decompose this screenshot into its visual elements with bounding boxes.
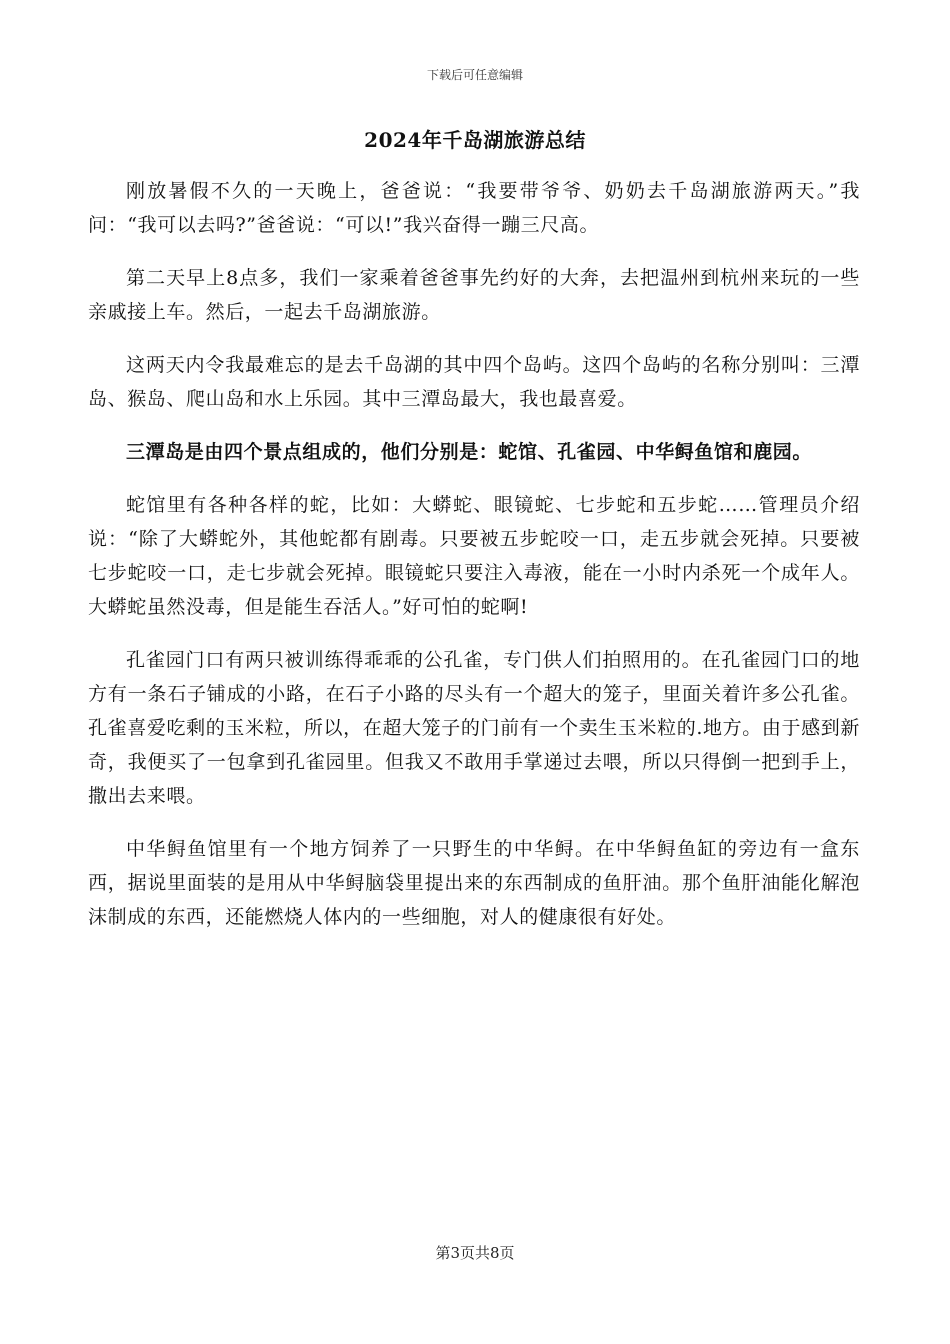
paragraph-snake-hall: 蛇馆里有各种各样的蛇，比如：大蟒蛇、眼镜蛇、七步蛇和五步蛇……管理员介绍说：“除了大蟒蛇外，其他蛇都有剧毒。只要被五步蛇咬一口，走五步就会死掉。只要被七步蛇咬一口，走七步就会死掉。眼镜蛇只要注入毒液，能在一小时内杀死一个成年人。大蟒蛇虽然没毒，但是能生吞活人。”好可怕的蛇啊! [88, 494, 860, 618]
document-body [88, 174, 860, 953]
page-number: 第3页共8页 [435, 1244, 515, 1262]
paragraph-islands: 这两天内令我最难忘的是去千岛湖的其中四个岛屿。这四个岛屿的名称分别叫：三潭岛、猴岛、爬山岛和水上乐园。其中三潭岛最大，我也最喜爱。 [88, 354, 860, 410]
paragraph-peacock-garden: 孔雀园门口有两只被训练得乖乖的公孔雀，专门供人们拍照用的。在孔雀园门口的地方有一条石子铺成的小路，在石子小路的尽头有一个超大的笼子，里面关着许多公孔雀。孔雀喜爱吃剩的玉米粒，所以，在超大笼子的门前有一个卖生玉米粒的.地方。由于感到新奇，我便买了一包拿到孔雀园里。但我又不敢用手掌递过去喂，所以只得倒一把到手上，撒出去来喂。 [88, 649, 860, 807]
paragraph-departure: 第二天早上8点多，我们一家乘着爸爸事先约好的大奔，去把温州到杭州来玩的一些亲戚接上车。然后，一起去千岛湖旅游。 [88, 267, 860, 323]
paragraph-sturgeon-hall: 中华鲟鱼馆里有一个地方饲养了一只野生的中华鲟。在中华鲟鱼缸的旁边有一盒东西，据说里面装的是用从中华鲟脑袋里提出来的东西制成的鱼肝油。那个鱼肝油能化解泡沫制成的东西，还能燃烧人体内的一些细胞，对人的健康很有好处。 [88, 838, 860, 928]
paragraph-santan-island: 三潭岛是由四个景点组成的，他们分别是：蛇馆、孔雀园、中华鲟鱼馆和鹿园。 [126, 441, 813, 463]
page-header-note: 下载后可任意编辑 [426, 68, 523, 82]
paragraph-intro: 刚放暑假不久的一天晚上，爸爸说：“我要带爷爷、奶奶去千岛湖旅游两天。”我问：“我可以去吗?”爸爸说：“可以!”我兴奋得一蹦三尺高。 [88, 180, 860, 236]
document-title: 2024年千岛湖旅游总结 [364, 128, 586, 152]
